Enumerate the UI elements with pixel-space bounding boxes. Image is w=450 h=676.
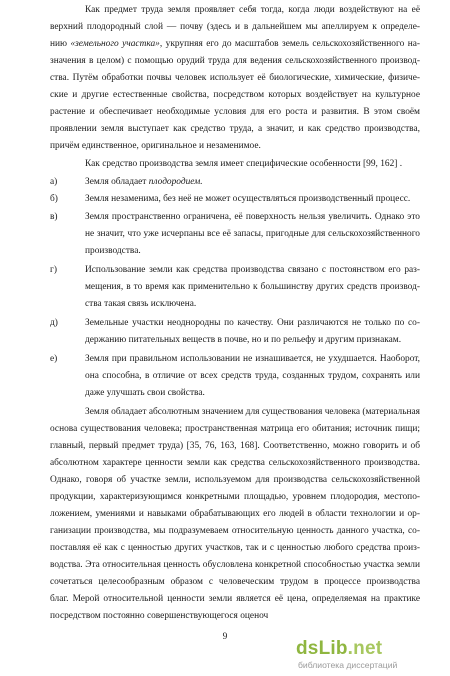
list-item: Использование земли как средства производства связано с постоянством его раз- xyxy=(85,265,420,275)
text-line: Земля обладает абсолютным значением для существования человека (материальная xyxy=(85,407,420,417)
text-line: проявлении земля выступает как средство труда, а значит, и как средство производства, xyxy=(50,124,420,134)
list-item: производства. xyxy=(85,246,141,256)
text-line: ские и другие естественные свойства, посредством которых воздействует на культурное xyxy=(50,90,420,100)
text-line: посредством постоянно совершенствующегося оценоч xyxy=(50,611,269,621)
list-marker: г) xyxy=(50,265,57,275)
list-item: Земля пространственно ограничена, её поверхность нельзя увеличить. Однако это xyxy=(85,212,420,222)
list-item: ства такая связь исключена. xyxy=(85,299,197,309)
text-line: ложением, умениями и навыками обрабатывающих его людей в области технологии и ор- xyxy=(50,509,420,519)
text-line: главный, первый предмет труда) [35, 76, 163, 168]. Соответственно, можно говорить и об xyxy=(50,441,420,451)
list-marker: д) xyxy=(50,318,58,328)
text-line: ганизации производства, мы подразумеваем относительную ценность данного участка, со- xyxy=(50,526,420,536)
text-line: нию «земельного участка», укрупняя его до масштабов земель сельскохозяйственного на- xyxy=(50,39,420,49)
emphasis-text: «земельного участка» xyxy=(70,39,160,49)
list-marker: а) xyxy=(50,177,58,187)
watermark-subtitle: библиотека диссертаций xyxy=(298,660,398,670)
watermark-logo-main: dsLib xyxy=(296,638,348,659)
text-line: Однако, говоря об участке земли, используемом для производства сельскохозяйственной xyxy=(50,475,420,485)
watermark xyxy=(296,638,450,674)
list-item: Земля при правильном использовании не изнашивается, не ухудшается. Наоборот, xyxy=(85,354,420,364)
list-item: не значит, что уже исчерпаны все её запасы, пригодные для сельскохозяйственного xyxy=(85,229,420,239)
text-line: ства. Путём обработки почвы человек использует её биологические, химические, физиче- xyxy=(50,73,420,83)
text-line: значения в целом) с помощью орудий труда для ведения сельскохозяйственного производ- xyxy=(50,56,420,66)
text-line: благ. Мерой относительной ценности земли является её цена, определяемая на практике xyxy=(50,594,420,604)
text-line: водства. Эта относительная ценность обусловлена конкретной способностью участка земли xyxy=(50,560,420,570)
text-line: верхний плодородный слой — почву (здесь и в дальнейшем мы апеллируем к определе- xyxy=(50,22,420,32)
list-item: она способна, в отличие от всех средств труда, созданных трудом, сохранять или xyxy=(85,371,420,381)
text-line: продукции, характеризующимся конкретными площадью, уровнем плодородия, местопо- xyxy=(50,492,420,502)
list-item: даже улучшать свои свойства. xyxy=(85,388,205,398)
text-line: абсолютном характере ценности земли как средства сельскохозяйственного производства. xyxy=(50,458,420,468)
watermark-logo xyxy=(296,638,382,660)
text-line: сочетаться целесообразным образом с человеческим трудом в процессе производства xyxy=(50,577,420,587)
list-marker: б) xyxy=(50,194,58,204)
list-item: мещения, в то время как применительно к большинству других средств производ- xyxy=(85,282,420,292)
list-marker: в) xyxy=(50,212,58,222)
list-item: Земля обладает плодородием. xyxy=(85,177,203,187)
text-line: растение и обеспечивает необходимые условия для его роста и развития. В этом своём xyxy=(50,107,420,117)
list-item: Земля незаменима, без неё не может осуществляться производственный процесс. xyxy=(85,194,411,204)
text-line: причём единственное, оригинальное и незаменимое. xyxy=(50,141,261,151)
list-item: держанию питательных веществ в почве, но и по рельефу и другим признакам. xyxy=(85,335,402,345)
watermark-logo-tld: .net xyxy=(347,638,383,659)
page-number: 9 xyxy=(222,632,228,642)
text-line: Как средство производства земля имеет специфические особенности [99, 162] . xyxy=(85,159,403,169)
emphasis-text: плодородием. xyxy=(148,177,203,187)
list-item: Земельные участки неоднородны по качеству. Они различаются не только по со- xyxy=(85,318,420,328)
text-line: Как предмет труда земля проявляет себя тогда, когда люди воздействуют на её xyxy=(85,5,420,15)
list-marker: е) xyxy=(50,354,58,364)
text-line: поставляя её как с ценностью других участков, так и с ценностью любого средства произ- xyxy=(50,543,420,553)
text-line: основа существования человека; пространственная матрица его обитания; источник пищи; xyxy=(50,424,420,434)
